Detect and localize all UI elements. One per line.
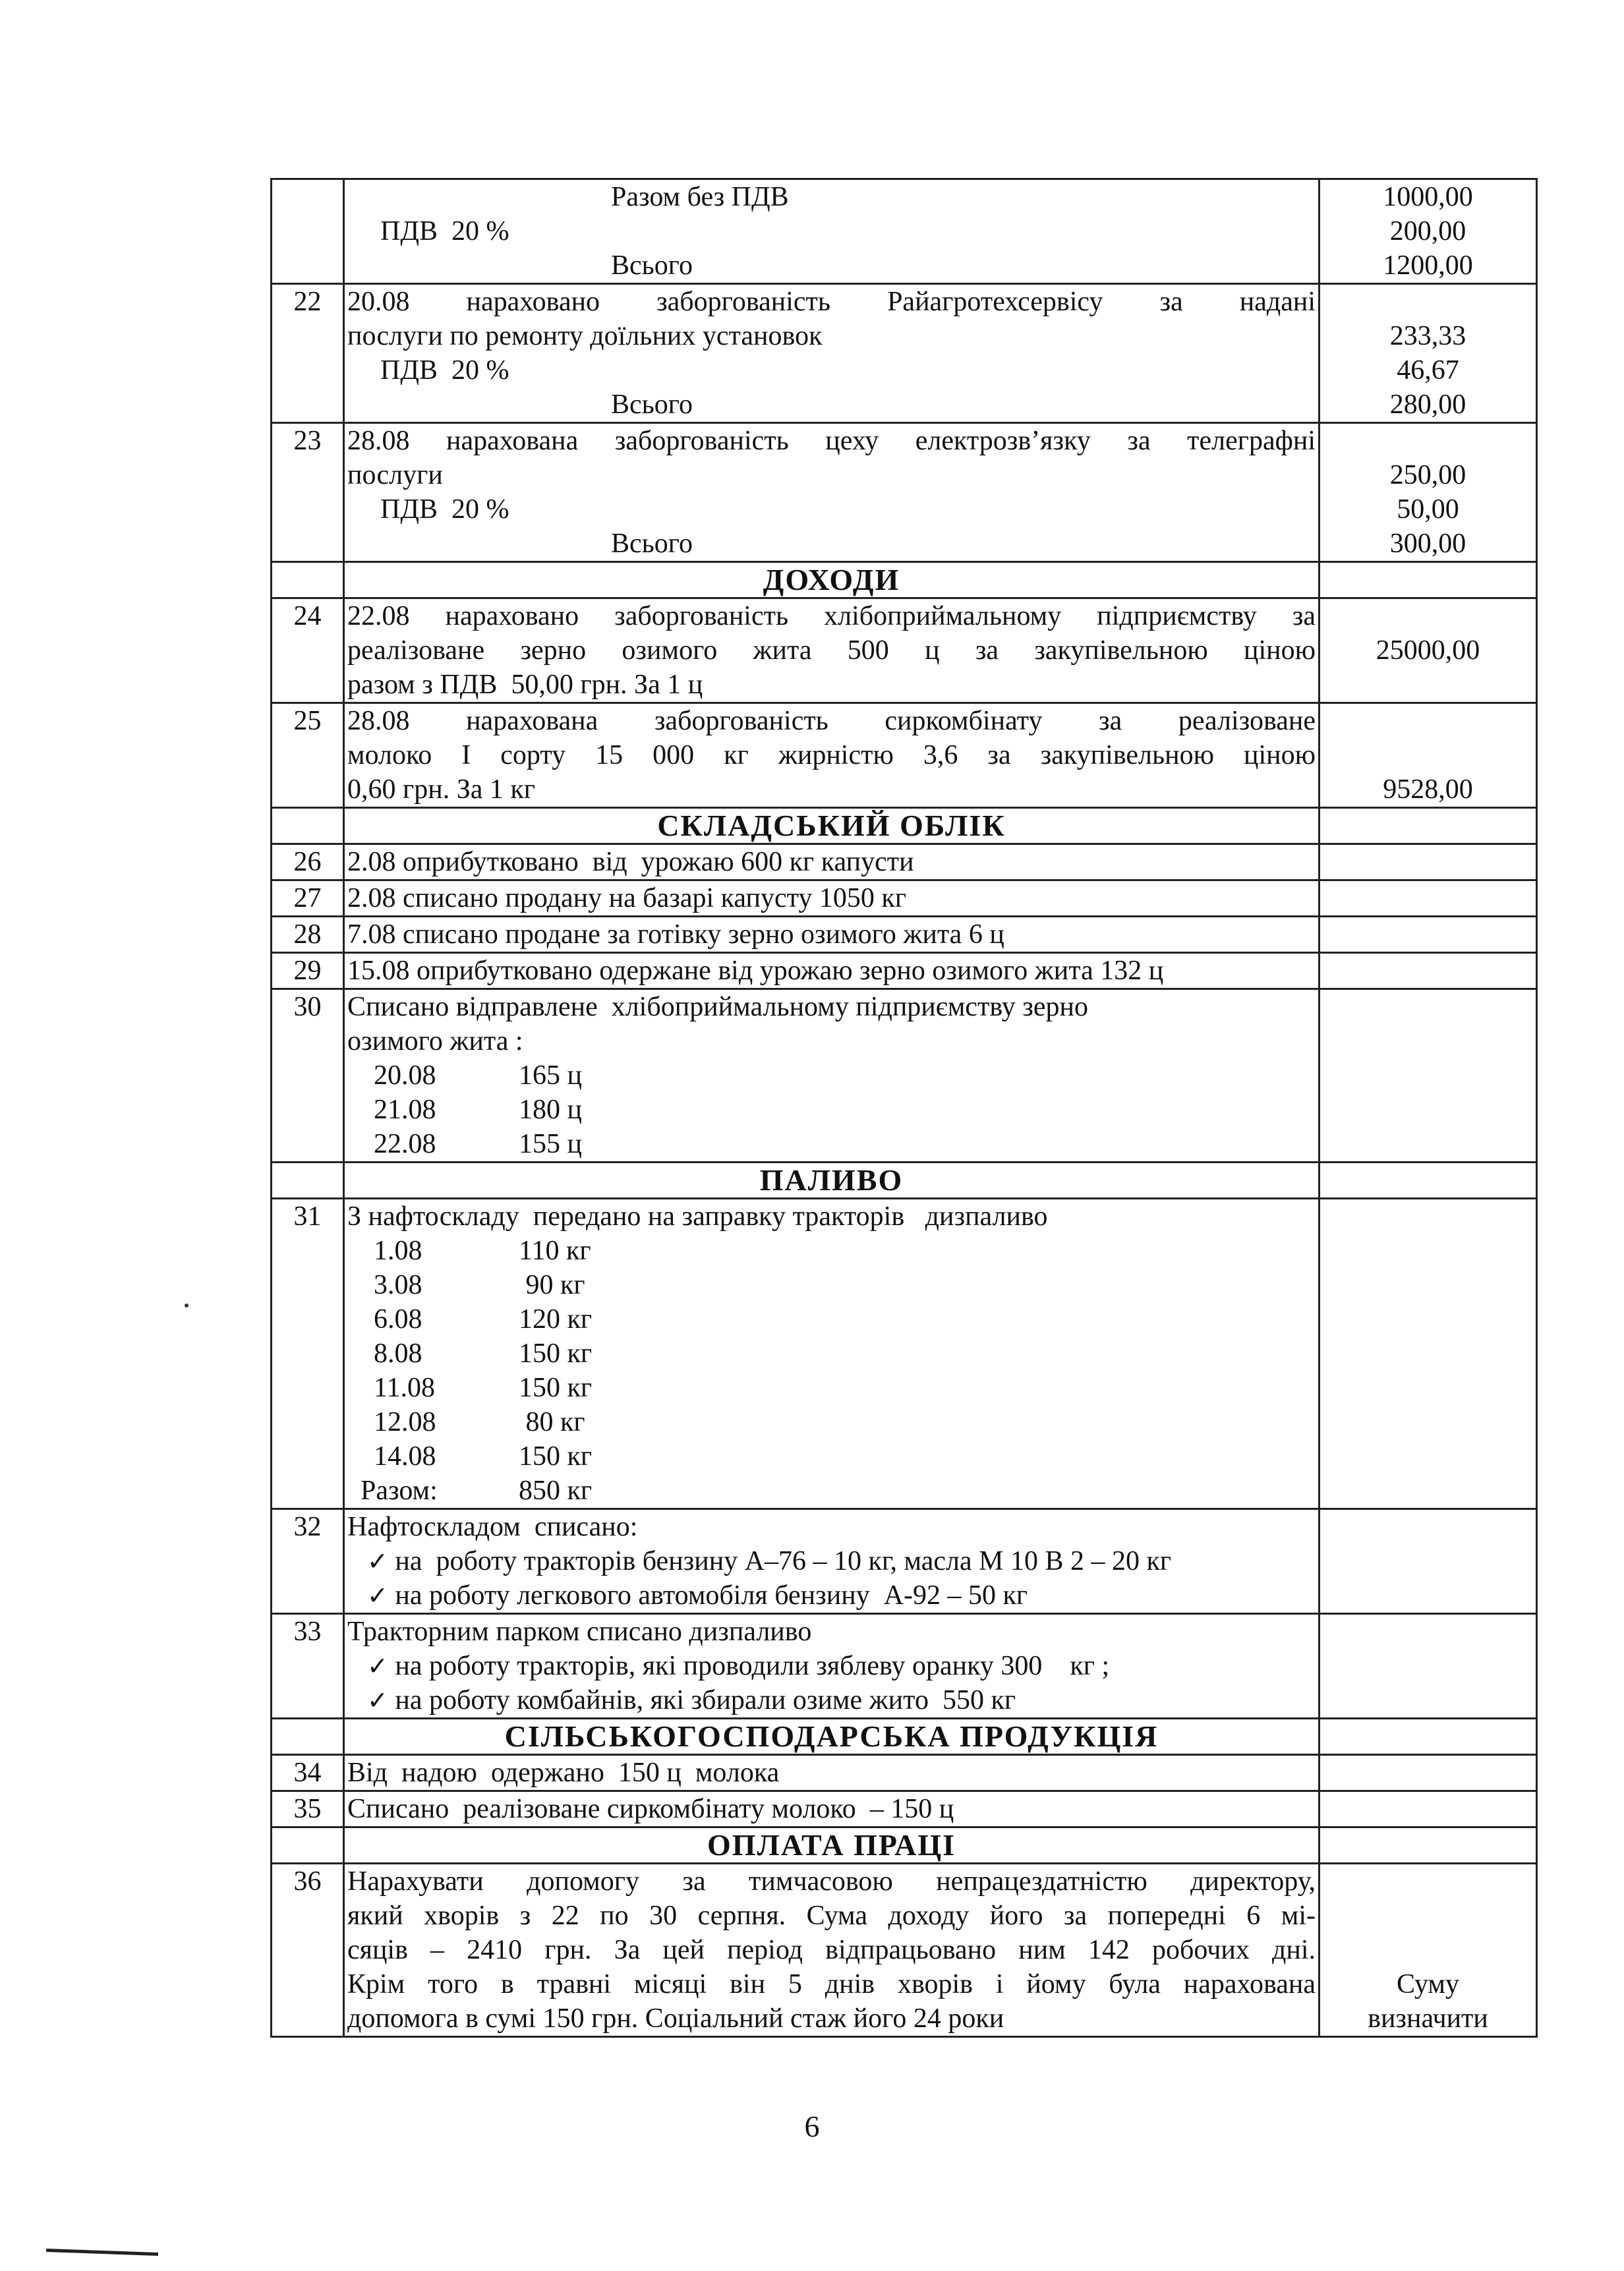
row-text: Списано відправлене хлібоприймальному підприємству зерно	[347, 992, 1088, 1022]
row-text: озимого жита :	[347, 1026, 523, 1056]
row-number: 23	[272, 423, 344, 562]
row-text: Крім того в травні місяці він 5 днів хворів і йому була нарахована	[347, 1969, 1316, 1999]
item-date: 14.08	[374, 1441, 436, 1472]
checklist-item	[347, 1544, 1316, 1578]
row-text: 15.08 оприбутковано одержане від урожаю зерно озимого жита 132 ц	[344, 953, 1320, 989]
row-text: сяців – 2410 грн. За цей період відпрацьовано ним 142 робочих дні.	[347, 1935, 1316, 1965]
row-number: 33	[272, 1614, 344, 1719]
row-text: 7.08 списано продане за готівку зерно озимого жита 6 ц	[344, 917, 1320, 953]
row-text: ПДВ 20 %	[380, 355, 509, 386]
row-number: 35	[272, 1791, 344, 1827]
item-value: 165 ц	[519, 1060, 582, 1091]
table-row	[272, 844, 1537, 880]
item-value: 80 кг	[519, 1407, 585, 1437]
checkmark-icon: ✓	[367, 1581, 388, 1610]
checkmark-icon: ✓	[367, 1652, 388, 1681]
item-value: 150 кг	[519, 1441, 593, 1472]
list-item	[347, 1439, 1316, 1474]
row-text: 2.08 списано продану на базарі капусту 1050 кг	[344, 880, 1320, 917]
row-text: Всього	[611, 529, 693, 559]
table-row	[272, 1509, 1537, 1614]
section-heading-row	[272, 1827, 1537, 1864]
item-value: 90 кг	[519, 1270, 585, 1300]
item-date: 20.08	[374, 1060, 436, 1091]
amount: 200,00	[1389, 216, 1466, 246]
row-text: Від надою одержано 150 ц молока	[344, 1755, 1320, 1791]
item-date: 3.08	[374, 1270, 422, 1300]
checklist-text: на роботу легкового автомобіля бензину А-92 – 50 кг	[395, 1580, 1028, 1611]
checklist-item	[347, 1683, 1316, 1717]
amount: 250,00	[1389, 460, 1466, 490]
checklist-item	[347, 1649, 1316, 1683]
list-item	[347, 1268, 1316, 1302]
item-date: 11.08	[374, 1373, 435, 1403]
item-date: 8.08	[374, 1338, 422, 1369]
row-number: 25	[272, 703, 344, 808]
row-text: разом з ПДВ 50,00 грн. За 1 ц	[347, 670, 703, 700]
row-text: ПДВ 20 %	[380, 494, 509, 525]
item-value: 120 кг	[519, 1304, 593, 1335]
row-number: 30	[272, 989, 344, 1163]
list-item	[347, 1093, 1316, 1127]
item-date: 22.08	[374, 1129, 436, 1159]
item-value: 150 кг	[519, 1338, 593, 1369]
section-heading-row	[272, 1719, 1537, 1755]
row-number: 28	[272, 917, 344, 953]
checklist-text: на роботу тракторів бензину А–76 – 10 кг, масла М 10 В 2 – 20 кг	[395, 1546, 1172, 1576]
row-number: 31	[272, 1199, 344, 1509]
row-text: 20.08 нараховано заборгованість Райагротехсервісу за надані	[347, 287, 1316, 317]
item-value: 180 ц	[519, 1095, 582, 1125]
table-row	[272, 1791, 1537, 1827]
item-date: 12.08	[374, 1407, 436, 1437]
amount: 46,67	[1397, 355, 1459, 386]
checklist-item	[347, 1578, 1316, 1613]
section-heading-row	[272, 1163, 1537, 1199]
scan-speck	[185, 1304, 188, 1308]
item-date: 6.08	[374, 1304, 422, 1335]
row-text: 22.08 нараховано заборгованість хлібоприймальному підприємству за	[347, 601, 1316, 631]
checklist-text: на роботу комбайнів, які збирали озиме жито 550 кг	[395, 1685, 1016, 1715]
row-text: послуги	[347, 460, 443, 490]
row-number: 34	[272, 1755, 344, 1791]
table-row	[272, 880, 1537, 917]
row-text: Нафтоскладом списано:	[347, 1512, 638, 1542]
row-text: 28.08 нарахована заборгованість сиркомбінату за реалізоване	[347, 706, 1316, 736]
section-title: ПАЛИВО	[344, 1163, 1320, 1199]
table-row	[272, 703, 1537, 808]
item-value: 110 кг	[519, 1236, 591, 1266]
checkmark-icon: ✓	[367, 1547, 388, 1576]
row-number: 24	[272, 598, 344, 703]
table-row	[272, 989, 1537, 1163]
row-number: 22	[272, 284, 344, 423]
table-row	[272, 953, 1537, 989]
table-row	[272, 598, 1537, 703]
table-row	[272, 1755, 1537, 1791]
row-text: допомога в сумі 150 грн. Соціальний стаж його 24 роки	[347, 2003, 1004, 2034]
section-title: ОПЛАТА ПРАЦІ	[344, 1827, 1320, 1864]
amount-note: визначити	[1368, 2003, 1488, 2034]
row-number: 32	[272, 1509, 344, 1614]
row-number: 29	[272, 953, 344, 989]
total-value: 850 кг	[519, 1476, 593, 1506]
list-item	[347, 1405, 1316, 1439]
row-number: 36	[272, 1864, 344, 2037]
total-label: Разом:	[361, 1476, 438, 1506]
section-heading-row	[272, 808, 1537, 844]
row-number	[272, 179, 344, 284]
row-text: Нарахувати допомогу за тимчасовою непрацездатністю директору,	[347, 1866, 1316, 1897]
amount: 1200,00	[1383, 250, 1473, 281]
amount: 300,00	[1389, 529, 1466, 559]
row-text: Списано реалізоване сиркомбінату молоко – 150 ц	[344, 1791, 1320, 1827]
section-title: СІЛЬСЬКОГОСПОДАРСЬКА ПРОДУКЦІЯ	[344, 1719, 1320, 1755]
amount: 1000,00	[1383, 182, 1473, 212]
section-title: ДОХОДИ	[344, 562, 1320, 598]
item-date: 1.08	[374, 1236, 422, 1266]
amount-note: Суму	[1397, 1969, 1459, 1999]
amount: 50,00	[1397, 494, 1459, 525]
row-text: реалізоване зерно озимого жита 500 ц за закупівельною ціною	[347, 635, 1316, 666]
row-text: послуги по ремонту доїльних установок	[347, 321, 823, 351]
row-number: 26	[272, 844, 344, 880]
assignment-table	[270, 178, 1538, 2038]
checklist-text: на роботу тракторів, які проводили зяблеву оранку 300 кг ;	[395, 1651, 1110, 1681]
table-row	[272, 1864, 1537, 2037]
table-row	[272, 917, 1537, 953]
row-text: ПДВ 20 %	[380, 216, 509, 246]
table-row	[272, 179, 1537, 284]
list-item	[347, 1371, 1316, 1405]
item-date: 21.08	[374, 1095, 436, 1125]
row-text: молоко I сорту 15 000 кг жирністю 3,6 за закупівельною ціною	[347, 740, 1316, 770]
page-number: 6	[804, 2110, 820, 2143]
table-row	[272, 1199, 1537, 1509]
table-row	[272, 423, 1537, 562]
row-text: 2.08 оприбутковано від урожаю 600 кг капусти	[344, 844, 1320, 880]
amount: 233,33	[1389, 321, 1466, 351]
row-text: Всього	[611, 250, 693, 281]
section-heading-row	[272, 562, 1537, 598]
row-text: З нафтоскладу передано на заправку тракторів дизпаливо	[347, 1201, 1048, 1232]
row-text: Всього	[611, 389, 693, 420]
row-number: 27	[272, 880, 344, 917]
scan-edge-mark	[46, 2249, 158, 2256]
item-value: 155 ц	[519, 1129, 582, 1159]
row-text: Разом без ПДВ	[611, 182, 789, 212]
row-text: який хворів з 22 по 30 серпня. Сума доходу його за попередні 6 мі-	[347, 1901, 1316, 1931]
table-row	[272, 284, 1537, 423]
amount: 280,00	[1389, 389, 1466, 420]
row-text: Тракторним парком списано дизпаливо	[347, 1617, 812, 1647]
list-item	[347, 1127, 1316, 1161]
total-line	[347, 1474, 1316, 1508]
list-item	[347, 1337, 1316, 1371]
amount: 25000,00	[1320, 598, 1537, 703]
list-item	[347, 1302, 1316, 1337]
list-item	[347, 1058, 1316, 1093]
section-title: СКЛАДСЬКИЙ ОБЛІК	[344, 808, 1320, 844]
row-text: 0,60 грн. За 1 кг	[347, 774, 536, 805]
row-text: 28.08 нарахована заборгованість цеху електрозв’язку за телеграфні	[347, 426, 1316, 456]
table-row	[272, 1614, 1537, 1719]
checkmark-icon: ✓	[367, 1686, 388, 1715]
list-item	[347, 1234, 1316, 1268]
amount: 9528,00	[1320, 703, 1537, 808]
item-value: 150 кг	[519, 1373, 593, 1403]
